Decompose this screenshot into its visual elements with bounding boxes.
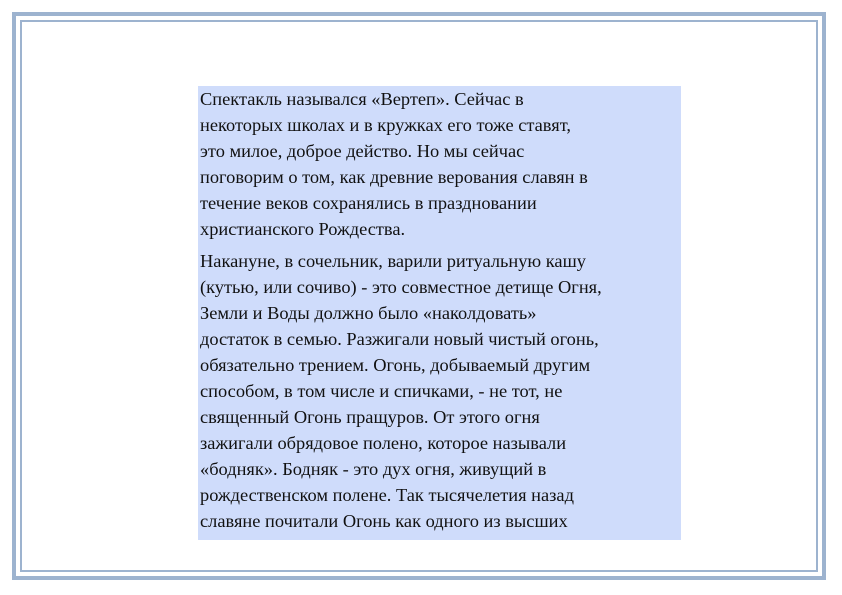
paragraph-vertep: Спектакль назывался «Вертеп». Сейчас в некоторых школах и в кружках его тоже ставят, это милое, доброе действо. Но мы сейчас поговорим о том, как древние верования славян в течение веков сохранялись в праздновании христианского Рождества. (200, 89, 588, 239)
text-box (198, 86, 681, 540)
paragraph-sochelnik: Накануне, в сочельник, варили ритуальную кашу (кутью, или сочиво) - это совместное детище Огня, Земли и Воды должно было «наколдовать» достаток в семью. Разжигали новый чистый огонь, обязательно трением. Огонь, добываемый другим способом, в том числе и спичками, - не тот, не священный Огонь пращуров. От этого огня зажигали обрядовое полено, которое называли «бодняк». Бодняк - это дух огня, живущий в рождественском полене. Так тысячелетия назад славяне почитали Огонь как одного из высших (200, 251, 602, 531)
